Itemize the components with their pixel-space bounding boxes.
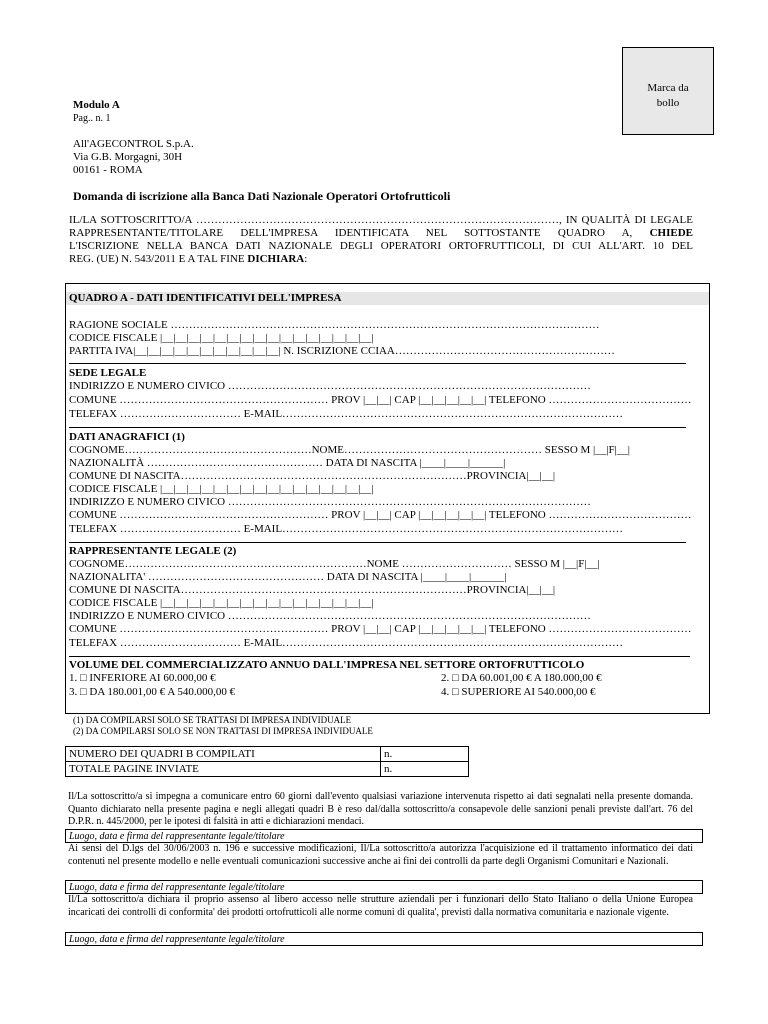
address-line-1: All'AGECONTROL S.p.A.: [73, 138, 194, 150]
anagrafici-codice-fiscale-field[interactable]: CODICE FISCALE |__|__|__|__|__|__|__|__|__|__|__|__|__|__|__|__|: [69, 483, 374, 495]
volume-option-2[interactable]: 2. □ DA 60.001,00 € A 180.000,00 €: [441, 672, 602, 684]
declaration-1: Il/La sottoscritto/a si impegna a comunicare entro 60 giorni dall'evento qualsiasi variazione intervenuta rispetto ai dati segnalati nella presente domanda. Quanto dichiarato nella presente pagina e negli allegati quadri B è reso dal/dalla sottoscritto/a consapevole delle sanzioni penali previste dall'art. 76 del D.P.R. n. 445/2000, per le ipotesi di falsità in atti e dichiarazioni mendaci.: [68, 791, 693, 827]
signature-field-3[interactable]: Luogo, data e firma del rappresentante legale/titolare: [65, 932, 703, 946]
address-line-3: 00161 - ROMA: [73, 164, 143, 176]
sede-legale-section: [69, 367, 709, 421]
dati-anagrafici-title: DATI ANAGRAFICI (1): [69, 431, 185, 443]
sede-legale-title: SEDE LEGALE: [69, 367, 147, 379]
intro-line-2: [69, 227, 693, 240]
quadro-a-title: QUADRO A - DATI IDENTIFICATIVI DELL'IMPRESA: [66, 292, 709, 305]
divider: [69, 656, 690, 657]
sede-indirizzo-field[interactable]: INDIRIZZO E NUMERO CIVICO ………………………………………………………………………………………: [69, 380, 591, 392]
ragione-sociale-field[interactable]: RAGIONE SOCIALE ………………………………………………………………………………………………………: [69, 319, 600, 331]
rappresentante-indirizzo-field[interactable]: INDIRIZZO E NUMERO CIVICO ………………………………………………………………………………………: [69, 610, 591, 622]
dati-anagrafici-section: [69, 431, 709, 536]
declaration-2: Ai sensi del D.lgs del 30/06/2003 n. 196 e successive modificazioni, Il/La sottoscritto/a autorizza l'acquisizione ed il trattamento informatico dei dati contenuti nel presente modello e nelle eventuali comunicazioni successive anche ai fini dei controlli da parte degli Organismi Comunitari e Nazionali.: [68, 843, 693, 867]
divider: [69, 542, 686, 543]
signature-field-2[interactable]: Luogo, data e firma del rappresentante legale/titolare: [65, 880, 703, 894]
sede-comune-field[interactable]: COMUNE ………………………………………………… PROV |__|__| CAP |__|__|__|__|__| TELEFONO …………………………………: [69, 394, 692, 406]
footnote-1: (1) DA COMPILARSI SOLO SE TRATTASI DI IMPRESA INDIVIDUALE: [73, 715, 352, 725]
stamp-box: [622, 47, 714, 135]
declaration-3: Il/La sottoscritto/a dichiara il proprio assenso al libero accesso nelle strutture aziendali per i funzionari dello Stato Italiano o della Unione Europea incaricati dei controlli di conformita' dei prodotti ortofrutticoli alle norme comuni di qualita', previsti dalla normativa comunitaria e nazionale vigente.: [68, 894, 693, 918]
intro-line-4-text: REG. (UE) N. 543/2011 E A TAL FINE: [69, 253, 245, 265]
quadri-value-field[interactable]: n.: [381, 747, 469, 762]
intro-chiede: CHIEDE: [649, 227, 693, 239]
rappresentante-comune-field[interactable]: COMUNE ………………………………………………… PROV |__|__| CAP |__|__|__|__|__| TELEFONO …………………………………: [69, 623, 692, 635]
anagrafici-nazionalita-field[interactable]: NAZIONALITÀ ………………………………………… DATA DI NASCITA |____|____|______|: [69, 457, 506, 469]
sede-telefax-field[interactable]: TELEFAX …………………………… E-MAIL…………………………………………………………………………………: [69, 408, 624, 420]
recipient-address: [73, 138, 194, 177]
rappresentante-codice-fiscale-field[interactable]: CODICE FISCALE |__|__|__|__|__|__|__|__|__|__|__|__|__|__|__|__|: [69, 597, 374, 609]
pagine-label: TOTALE PAGINE INVIATE: [66, 762, 381, 777]
volume-title: VOLUME DEL COMMERCIALIZZATO ANNUO DALL'IMPRESA NEL SETTORE ORTOFRUTTICOLO: [69, 659, 585, 671]
footnote-2: (2) DA COMPILARSI SOLO SE NON TRATTASI DI IMPRESA INDIVIDUALE: [73, 726, 373, 736]
table-row: [66, 762, 469, 777]
count-table: [65, 746, 469, 777]
volume-option-4[interactable]: 4. □ SUPERIORE AI 540.000,00 €: [441, 686, 596, 698]
footnotes: [73, 715, 373, 737]
intro-dichiara: DICHIARA: [247, 253, 305, 265]
anagrafici-indirizzo-field[interactable]: INDIRIZZO E NUMERO CIVICO ………………………………………………………………………………………: [69, 496, 591, 508]
divider: [69, 427, 686, 428]
rappresentante-nazionalita-field[interactable]: NAZIONALITA' ………………………………………… DATA DI NASCITA |____|____|______|: [69, 571, 507, 583]
volume-section: [69, 659, 709, 672]
pagine-value-field[interactable]: n.: [381, 762, 469, 777]
module-label: Modulo A: [73, 99, 120, 111]
volume-option-1[interactable]: 1. □ INFERIORE AI 60.000,00 €: [69, 672, 216, 684]
document-title: Domanda di iscrizione alla Banca Dati Nazionale Operatori Ortofrutticoli: [73, 189, 451, 203]
anagrafici-comune-field[interactable]: COMUNE ………………………………………………… PROV |__|__| CAP |__|__|__|__|__| TELEFONO …………………………………: [69, 509, 692, 521]
codice-fiscale-field[interactable]: CODICE FISCALE |__|__|__|__|__|__|__|__|__|__|__|__|__|__|__|__|: [69, 332, 374, 344]
table-row: [66, 747, 469, 762]
partita-iva-field[interactable]: PARTITA IVA|__|__|__|__|__|__|__|__|__|__|__| N. ISCRIZIONE CCIAA……………………………………………………: [69, 345, 615, 357]
anagrafici-cognome-field[interactable]: COGNOME……………………………………………NOME……………………………………………… SESSO M |__|F|__|: [69, 444, 630, 456]
intro-line-2-text: RAPPRESENTANTE/TITOLARE DELL'IMPRESA IDENTIFICATA NEL SOTTOSTANTE QUADRO A,: [69, 227, 633, 239]
signature-field-1[interactable]: Luogo, data e firma del rappresentante legale/titolare: [65, 829, 703, 843]
anagrafici-comune-nascita-field[interactable]: COMUNE DI NASCITA……………………………………………………………………PROVINCIA|__|__|: [69, 470, 556, 482]
volume-option-3[interactable]: 3. □ DA 180.001,00 € A 540.000,00 €: [69, 686, 236, 698]
anagrafici-telefax-field[interactable]: TELEFAX …………………………… E-MAIL…………………………………………………………………………………: [69, 523, 624, 535]
page-number: Pag.. n. 1: [73, 113, 111, 124]
intro-line-1: IL/LA SOTTOSCRITTO/A ………………………………………………………………………………………, IN QUALITÀ DI LEGALE: [69, 214, 693, 226]
stamp-text-2: bollo: [656, 97, 680, 109]
divider: [69, 363, 686, 364]
rappresentante-section: [69, 545, 709, 650]
address-line-2: Via G.B. Morgagni, 30H: [73, 151, 183, 163]
stamp-text-1: Marca da: [647, 82, 689, 94]
intro-paragraph: [69, 214, 693, 266]
rappresentante-telefax-field[interactable]: TELEFAX …………………………… E-MAIL…………………………………………………………………………………: [69, 637, 624, 649]
intro-line-3: L'ISCRIZIONE NELLA BANCA DATI NAZIONALE DEGLI OPERATORI ORTOFRUTTICOLI, DI CUI ALL'ART. 10 DEL: [69, 240, 693, 252]
intro-line-4: [69, 253, 693, 266]
rappresentante-title: RAPPRESENTANTE LEGALE (2): [69, 545, 237, 557]
intro-colon: :: [304, 253, 308, 265]
rappresentante-comune-nascita-field[interactable]: COMUNE DI NASCITA……………………………………………………………………PROVINCIA|__|__|: [69, 584, 556, 596]
quadri-label: NUMERO DEI QUADRI B COMPILATI: [66, 747, 381, 762]
quadro-a-company: [69, 319, 709, 358]
rappresentante-cognome-field[interactable]: COGNOME…………………………………………………………NOME ………………………… SESSO M |__|F|__|: [69, 558, 600, 570]
